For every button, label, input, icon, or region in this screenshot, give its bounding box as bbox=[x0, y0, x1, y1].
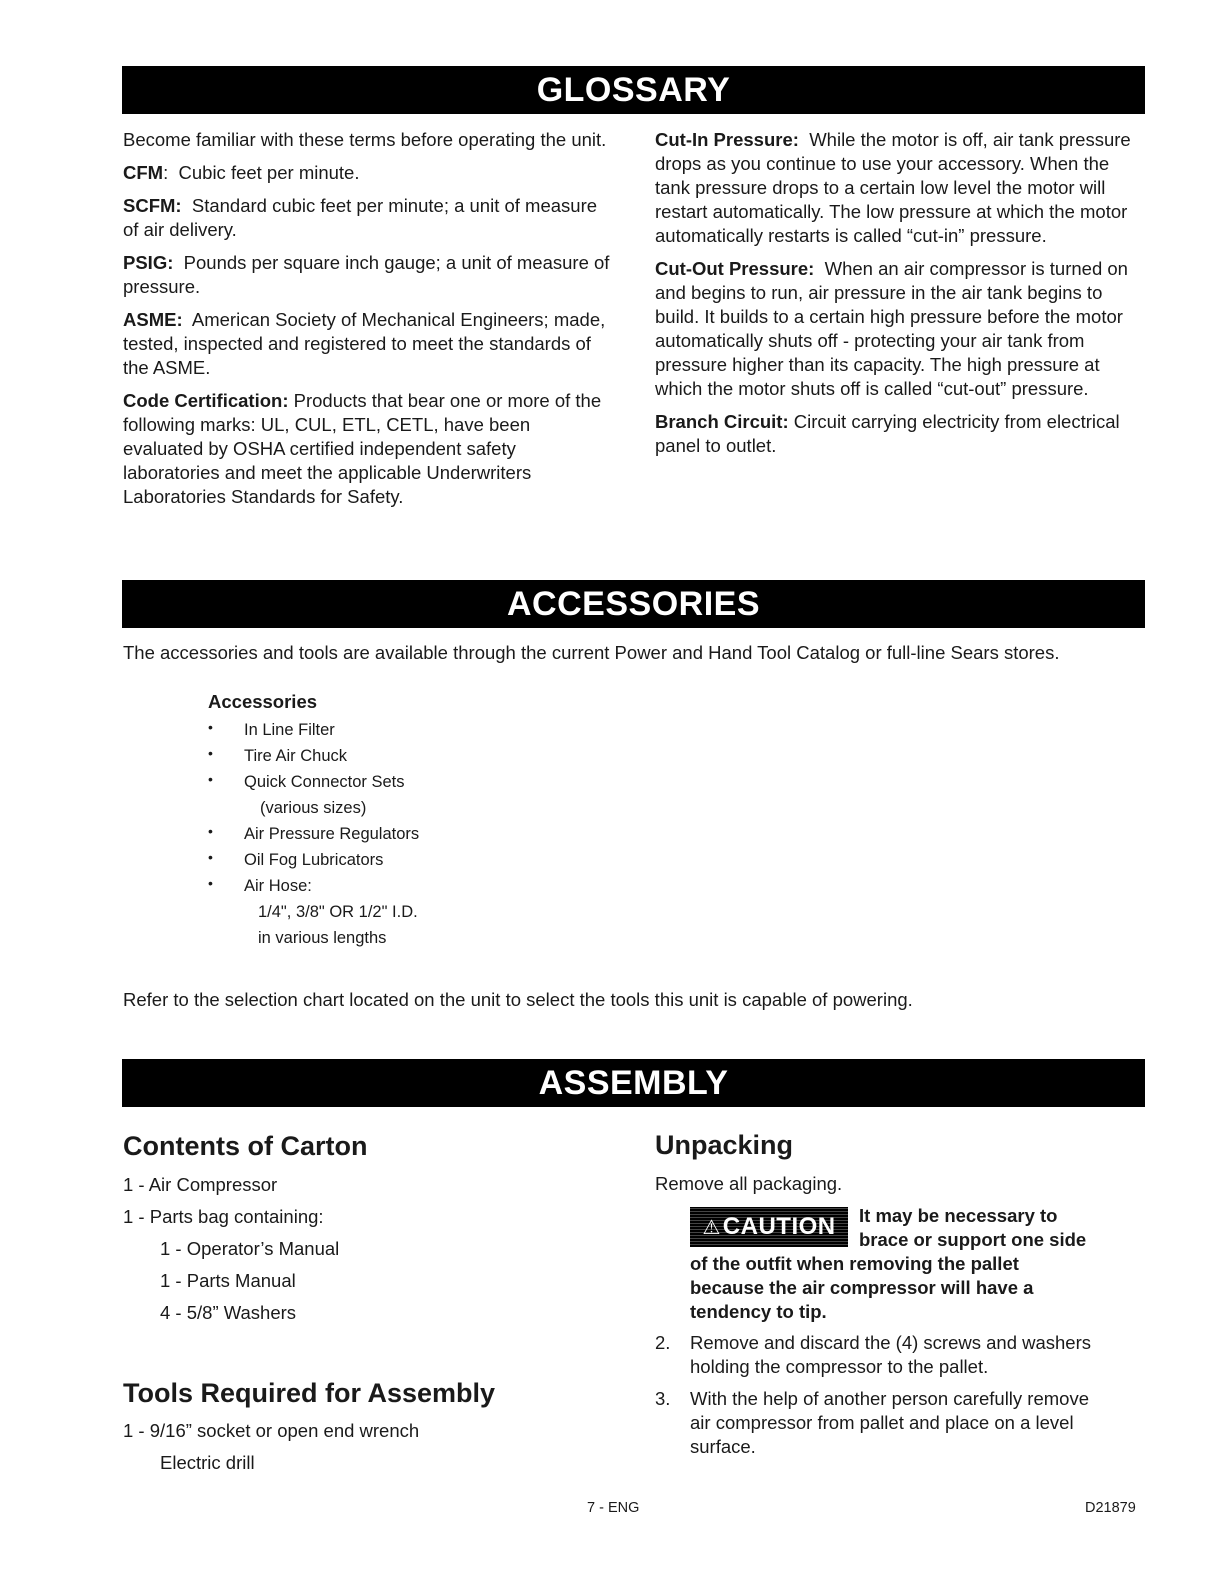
list-item-subline: 1/4", 3/8" OR 1/2" I.D. bbox=[258, 903, 418, 921]
list-item: In Line Filter bbox=[244, 721, 335, 739]
accessories-banner: ACCESSORIES bbox=[122, 580, 1145, 628]
glossary-term-cut-in: Cut-In Pressure: While the motor is off, air tank pressure drops as you continue to use your accessory. When the tank pressure drops to a certain low level the motor will restart automatically. The low pressure at which the motor automatically restarts is called “cut-in” pressure. bbox=[655, 129, 1131, 246]
glossary-term-branch-circuit: Branch Circuit: Circuit carrying electricity from electrical panel to outlet. bbox=[655, 411, 1120, 456]
glossary-banner: GLOSSARY bbox=[122, 66, 1145, 114]
assembly-banner: ASSEMBLY bbox=[122, 1059, 1145, 1107]
list-item: 4 - 5/8” Washers bbox=[160, 1302, 297, 1323]
list-item-subline: (various sizes) bbox=[260, 799, 367, 817]
step-line: surface. bbox=[690, 1436, 756, 1457]
list-item: 1 - Parts bag containing: bbox=[123, 1206, 324, 1227]
accessories-note: Refer to the selection chart located on the unit to select the tools this unit is capable of powering. bbox=[123, 989, 913, 1010]
glossary-term-cfm: CFM: Cubic feet per minute. bbox=[123, 162, 360, 183]
glossary-term-scfm: SCFM: Standard cubic feet per minute; a unit of measure of air delivery. bbox=[123, 195, 598, 240]
bullet-icon: • bbox=[208, 719, 213, 735]
page-number: 7 - ENG bbox=[587, 1500, 640, 1516]
warning-triangle-icon: ⚠ bbox=[702, 1217, 721, 1239]
accessories-intro: The accessories and tools are available through the current Power and Hand Tool Catalog or full-line Sears stores. bbox=[123, 642, 1060, 663]
list-item: Quick Connector Sets bbox=[244, 773, 405, 791]
caution-label: CAUTION bbox=[722, 1213, 836, 1240]
caution-text-line: tendency to tip. bbox=[690, 1301, 827, 1322]
list-item: 1 - 9/16” socket or open end wrench bbox=[123, 1420, 420, 1441]
list-item: Air Pressure Regulators bbox=[244, 825, 420, 843]
bullet-icon: • bbox=[208, 849, 213, 865]
bullet-icon: • bbox=[208, 823, 213, 839]
document-code: D21879 bbox=[1085, 1500, 1136, 1516]
contents-of-carton-heading: Contents of Carton bbox=[123, 1131, 368, 1161]
step-number: 3. bbox=[655, 1388, 671, 1409]
list-item: Air Hose: bbox=[244, 877, 312, 895]
bullet-icon: • bbox=[208, 771, 213, 787]
step-line: Remove and discard the (4) screws and washers bbox=[690, 1332, 1092, 1353]
accessories-list-heading: Accessories bbox=[208, 691, 318, 712]
glossary-term-psig: PSIG: Pounds per square inch gauge; a unit of measure of pressure. bbox=[123, 252, 610, 297]
caution-text-line: brace or support one side bbox=[859, 1229, 1087, 1250]
list-item: 1 - Operator’s Manual bbox=[160, 1238, 340, 1259]
list-item: Tire Air Chuck bbox=[244, 747, 347, 765]
list-item: 1 - Air Compressor bbox=[123, 1174, 278, 1195]
step-line: holding the compressor to the pallet. bbox=[690, 1356, 989, 1377]
step-line: With the help of another person carefully remove bbox=[690, 1388, 1089, 1409]
unpacking-intro: Remove all packaging. bbox=[655, 1173, 843, 1194]
list-item: Electric drill bbox=[160, 1452, 255, 1473]
glossary-term-cut-out: Cut-Out Pressure: When an air compressor is turned on and begins to run, air pressure in the air tank begins to build. It builds to a certain high pressure before the motor automatically shuts off - protecting your air tank from pressure higher than its capacity. The high pressure at which the motor shuts off is called “cut-out” pressure. bbox=[655, 258, 1128, 399]
step-line: air compressor from pallet and place on a level bbox=[690, 1412, 1074, 1433]
list-item: 1 - Parts Manual bbox=[160, 1270, 296, 1291]
glossary-left-column bbox=[123, 128, 615, 518]
bullet-icon: • bbox=[208, 875, 213, 891]
caution-text-line: because the air compressor will have a bbox=[690, 1277, 1034, 1298]
bullet-icon: • bbox=[208, 745, 213, 761]
caution-badge bbox=[690, 1207, 848, 1247]
step-number: 2. bbox=[655, 1332, 671, 1353]
unpacking-heading: Unpacking bbox=[655, 1130, 794, 1160]
glossary-term-code-certification: Code Certification: Products that bear one or more of the following marks: UL, CUL, ETL, CETL, have been evaluated by OSHA certified independent safety laboratories and meet the applicable Underwriters Laboratories Standards for Safety. bbox=[123, 390, 602, 507]
caution-text-line: It may be necessary to bbox=[859, 1205, 1058, 1226]
list-item-subline: in various lengths bbox=[258, 929, 387, 947]
tools-required-heading: Tools Required for Assembly bbox=[123, 1378, 496, 1408]
glossary-right-column bbox=[655, 128, 1141, 467]
caution-text-line: of the outfit when removing the pallet bbox=[690, 1253, 1019, 1274]
glossary-intro: Become familiar with these terms before operating the unit. bbox=[123, 129, 607, 150]
glossary-term-asme: ASME: American Society of Mechanical Engineers; made, tested, inspected and registered to meet the standards of the ASME. bbox=[123, 309, 606, 378]
list-item: Oil Fog Lubricators bbox=[244, 851, 384, 869]
